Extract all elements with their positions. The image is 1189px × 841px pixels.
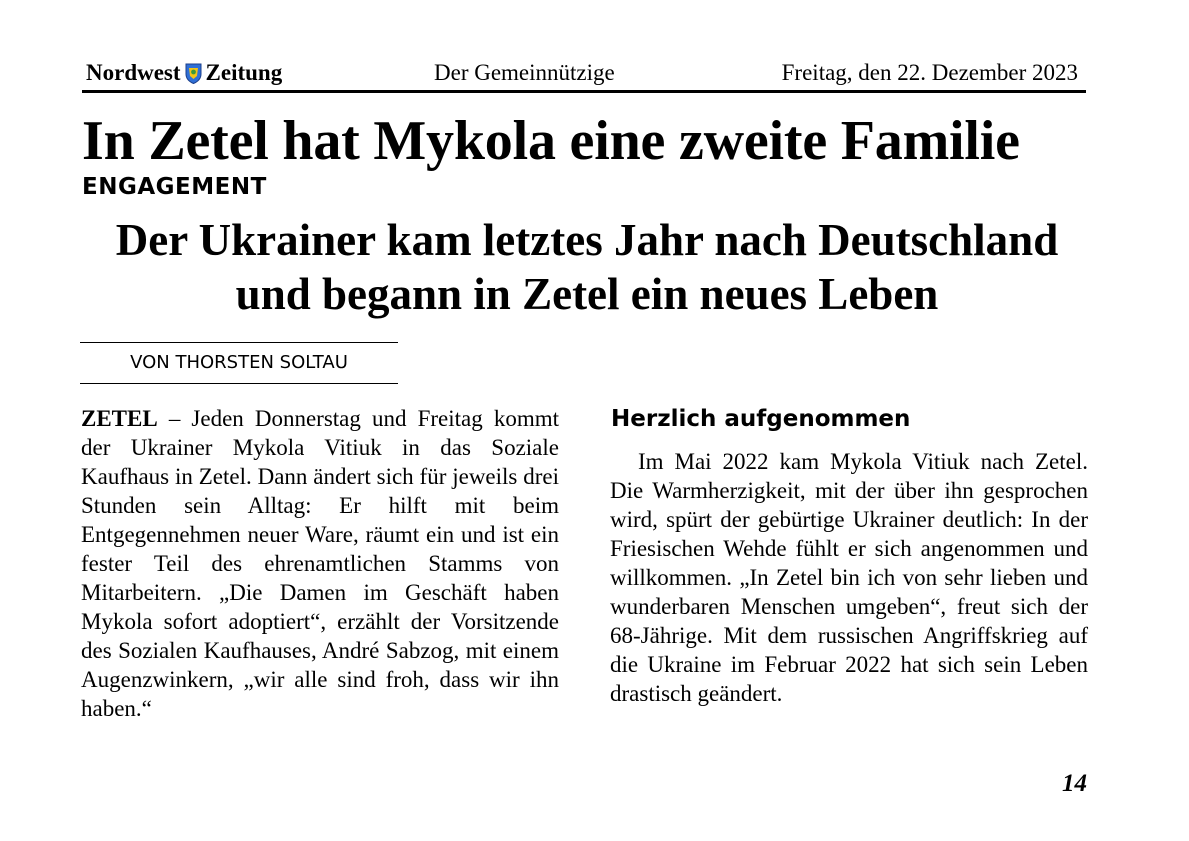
article-kicker: ENGAGEMENT <box>82 174 267 200</box>
section-name: Der Gemeinnützige <box>434 60 615 85</box>
article-lead-column <box>81 404 559 723</box>
subhead-line-2: und begann in Zetel ein neues Leben <box>235 269 939 319</box>
newspaper-brand <box>86 60 282 86</box>
section-heading: Herzlich aufgenommen <box>611 406 911 432</box>
masthead <box>82 56 1086 93</box>
article-headline: In Zetel hat Mykola eine zweite Familie <box>82 110 1020 172</box>
article-lead-text: – Jeden Donnerstag und Freitag kommt der Ukrainer Mykola Vitiuk in das Soziale Kaufhaus in Zetel. Dann ändert sich für jeweils drei Stunden sein Alltag: Er hilft mit beim Entgegennehmen neuer Ware, räumt ein und ist ein fester Teil des ehrenamtlichen Stamms von Mitarbeitern. „Die Damen im Geschäft haben Mykola sofort adoptiert“, erzählt der Vorsitzende des Sozialen Kaufhauses, André Sabzog, mit einem Augenzwinkern, „wir alle sind froh, dass wir ihn haben.“ <box>81 406 559 721</box>
subhead-line-1: Der Ukrainer kam letztes Jahr nach Deutschland <box>115 215 1059 265</box>
crest-icon <box>185 63 202 84</box>
article-subhead <box>72 213 1102 321</box>
article-byline: VON THORSTEN SOLTAU <box>80 342 398 384</box>
brand-name-right: Zeitung <box>205 60 283 85</box>
section-body-text: Im Mai 2022 kam Mykola Vitiuk nach Zetel. Die Warmherzigkeit, mit der über ihn gesprochen wird, spürt der gebürtige Ukrainer deutlich: In der Friesischen Wehde fühlt er sich angenommen und willkommen. „In Zetel bin ich von sehr lieben und wunderbaren Menschen umgeben“, freut sich der 68-Jährige. Mit dem russischen Angriffskrieg auf die Ukraine im Februar 2022 hat sich sein Leben drastisch geändert. <box>610 449 1088 706</box>
article-dateline: ZETEL <box>81 406 158 431</box>
issue-date: Freitag, den 22. Dezember 2023 <box>781 60 1078 85</box>
brand-name-left: Nordwest <box>86 60 181 85</box>
page-number: 14 <box>1062 770 1087 797</box>
